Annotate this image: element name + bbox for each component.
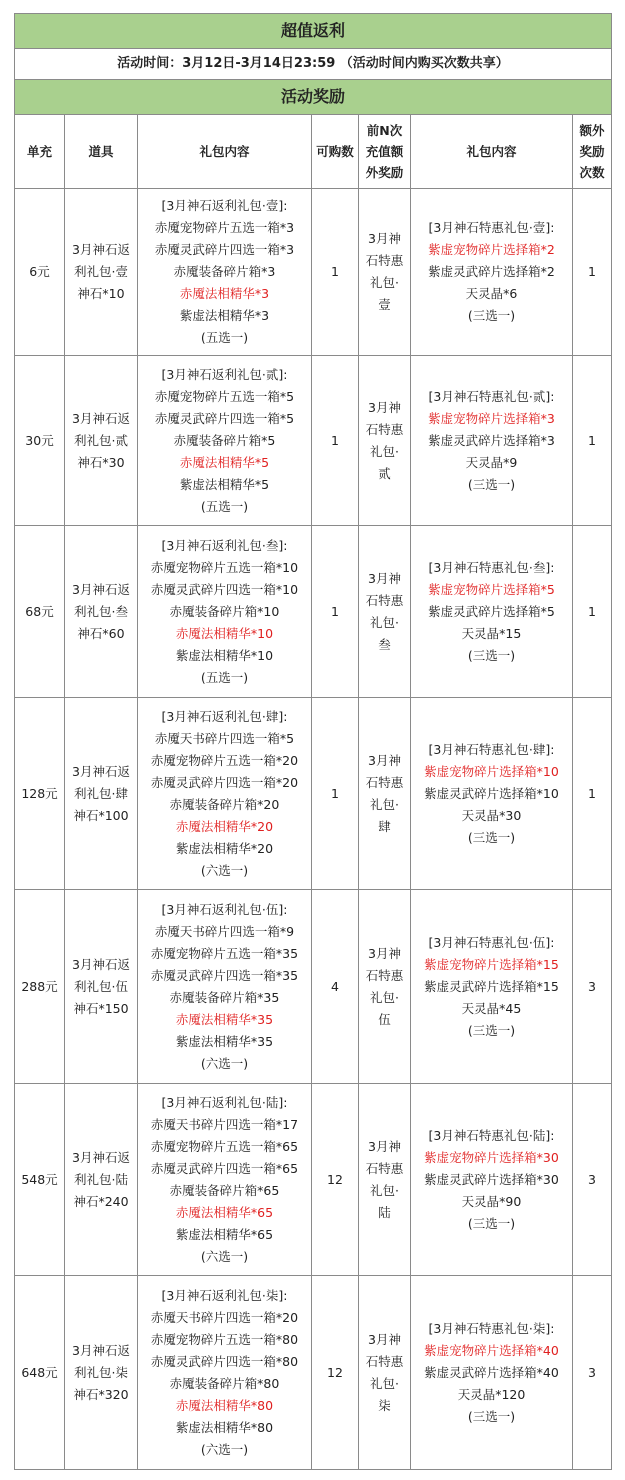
column-header-extra-count-text: 额外奖励次数 [579, 123, 605, 180]
item-cell-text: 3月神石返利礼包·柒神石*320 [72, 1342, 130, 1402]
purchase-limit-cell [312, 890, 359, 1084]
gift-contents-cell-line: 紫虚法相精华*10 [175, 647, 274, 663]
extra-count-cell [573, 526, 612, 698]
gift-contents-cell-line: 紫虚法相精华*35 [175, 1033, 274, 1049]
price-cell-text: 548元 [21, 1171, 58, 1187]
gift-contents-cell-line: [3月神石返利礼包·贰]: [161, 366, 288, 382]
extra-count-cell [573, 356, 612, 526]
price-cell [15, 526, 65, 698]
extra-gift-contents-cell-line: 天灵晶*120 [457, 1386, 526, 1402]
extra-gift-contents-cell-line: (三选一) [467, 829, 516, 845]
extra-gift-contents-cell-line: 紫虚宠物碎片选择箱*2 [428, 242, 555, 257]
item-cell-text: 3月神石返利礼包·叁神石*60 [72, 581, 130, 641]
gift-contents-cell-line: 赤魇法相精华*35 [175, 1011, 274, 1027]
extra-count-cell [573, 1276, 612, 1470]
purchase-limit-cell-text: 1 [331, 432, 339, 448]
gift-contents-cell-line: 赤魇装备碎片箱*10 [169, 603, 280, 619]
extra-gift-contents-cell-line: 紫虚宠物碎片选择箱*10 [424, 763, 559, 779]
price-cell-text: 648元 [21, 1364, 58, 1380]
purchase-limit-cell [312, 1084, 359, 1276]
purchase-limit-cell-text: 12 [327, 1171, 343, 1187]
extra-count-cell [573, 189, 612, 356]
gift-contents-cell-line: 赤魇法相精华*3 [179, 286, 270, 301]
gift-contents-cell-line: 赤魇天书碎片四选一箱*17 [150, 1116, 299, 1132]
gift-contents-cell-line: 赤魇宠物碎片五选一箱*3 [154, 220, 295, 235]
price-cell [15, 890, 65, 1084]
extra-reward-name-cell [359, 1084, 411, 1276]
extra-count-cell-text: 1 [588, 785, 596, 801]
column-header-row [15, 115, 612, 189]
item-cell [65, 526, 138, 698]
extra-reward-name-cell [359, 526, 411, 698]
gift-contents-cell-line: 赤魇灵武碎片四选一箱*10 [150, 581, 299, 597]
price-cell [15, 1084, 65, 1276]
column-header-purchase-limit [312, 115, 359, 189]
gift-contents-cell-line: [3月神石返利礼包·叁]: [161, 537, 288, 553]
extra-gift-contents-cell-line: [3月神石特惠礼包·贰]: [428, 388, 555, 404]
gift-contents-cell-line: [3月神石返利礼包·壹]: [161, 198, 288, 213]
gift-contents-cell-line: 赤魇装备碎片箱*3 [173, 264, 276, 279]
extra-gift-contents-cell [411, 356, 573, 526]
extra-reward-name-cell-text: 3月神石特惠礼包·肆 [365, 752, 404, 834]
price-cell [15, 698, 65, 890]
column-header-extra-count [573, 115, 612, 189]
extra-gift-contents-cell-line: 天灵晶*30 [461, 807, 522, 823]
table-row [15, 1276, 612, 1470]
extra-count-cell-text: 1 [588, 264, 596, 279]
gift-contents-cell-line: [3月神石返利礼包·柒]: [161, 1287, 288, 1303]
item-cell [65, 890, 138, 1084]
extra-reward-name-cell-text: 3月神石特惠礼包·柒 [365, 1331, 404, 1413]
gift-contents-cell-line: (六选一) [200, 862, 249, 878]
price-cell [15, 1276, 65, 1470]
item-cell-text: 3月神石返利礼包·伍神石*150 [72, 956, 130, 1016]
gift-contents-cell-line: [3月神石返利礼包·伍]: [161, 901, 288, 917]
extra-gift-contents-cell-line: [3月神石特惠礼包·叁]: [428, 559, 555, 575]
extra-gift-contents-cell-line: 紫虚宠物碎片选择箱*3 [428, 410, 555, 426]
activity-time: 活动时间：3月12日-3月14日23:59 （活动时间内购买次数共享） [15, 49, 612, 80]
gift-contents-cell-line: 赤魇天书碎片四选一箱*20 [150, 1309, 299, 1325]
extra-count-cell-text: 3 [588, 1171, 596, 1187]
column-header-extra-gift-contents: 礼包内容 [411, 115, 573, 189]
extra-reward-name-cell [359, 890, 411, 1084]
extra-reward-name-cell [359, 189, 411, 356]
gift-contents-cell-line: 赤魇天书碎片四选一箱*5 [154, 730, 295, 746]
extra-reward-name-cell-text: 3月神石特惠礼包·壹 [365, 231, 404, 312]
extra-gift-contents-cell-line: (三选一) [467, 1022, 516, 1038]
gift-contents-cell-line: 赤魇天书碎片四选一箱*9 [154, 923, 295, 939]
gift-contents-cell-line: 赤魇宠物碎片五选一箱*65 [150, 1138, 299, 1154]
price-cell-text: 128元 [21, 785, 58, 801]
extra-gift-contents-cell-line: 紫虚灵武碎片选择箱*5 [428, 603, 555, 619]
gift-contents-cell-line: (五选一) [200, 330, 249, 345]
purchase-limit-cell-text: 1 [331, 603, 339, 619]
extra-gift-contents-cell-line: 天灵晶*45 [461, 1000, 522, 1016]
gift-contents-cell-line: [3月神石返利礼包·陆]: [161, 1094, 288, 1110]
table-title: 超值返利 [15, 14, 612, 49]
gift-contents-cell-line: (六选一) [200, 1441, 249, 1457]
gift-contents-cell-line: 紫虚法相精华*65 [175, 1226, 274, 1242]
item-cell [65, 356, 138, 526]
purchase-limit-cell [312, 189, 359, 356]
extra-reward-name-cell-text: 3月神石特惠礼包·叁 [365, 570, 404, 652]
extra-gift-contents-cell-line: [3月神石特惠礼包·壹]: [428, 220, 555, 235]
extra-gift-contents-cell-line: (三选一) [467, 1215, 516, 1231]
gift-contents-cell-line: 紫虚法相精华*80 [175, 1419, 274, 1435]
item-cell [65, 189, 138, 356]
purchase-limit-cell-text: 1 [331, 785, 339, 801]
extra-gift-contents-cell-line: 紫虚宠物碎片选择箱*40 [424, 1342, 559, 1358]
gift-contents-cell [138, 698, 312, 890]
extra-gift-contents-cell-line: (三选一) [467, 476, 516, 492]
extra-gift-contents-cell-line: 紫虚宠物碎片选择箱*15 [424, 956, 559, 972]
purchase-limit-cell [312, 1276, 359, 1470]
gift-contents-cell-line: 赤魇灵武碎片四选一箱*80 [150, 1353, 299, 1369]
extra-gift-contents-cell [411, 698, 573, 890]
extra-gift-contents-cell-line: 紫虚灵武碎片选择箱*15 [424, 978, 559, 994]
extra-gift-contents-cell-line: [3月神石特惠礼包·陆]: [428, 1127, 555, 1143]
gift-contents-cell-line: 赤魇装备碎片箱*35 [169, 989, 280, 1005]
extra-gift-contents-cell-line: (三选一) [467, 647, 516, 663]
gift-contents-cell-line: 赤魇装备碎片箱*5 [173, 432, 276, 448]
extra-count-cell [573, 698, 612, 890]
item-cell [65, 698, 138, 890]
gift-contents-cell-line: 赤魇法相精华*5 [179, 454, 270, 470]
gift-contents-cell-line: 赤魇宠物碎片五选一箱*80 [150, 1331, 299, 1347]
gift-contents-cell [138, 526, 312, 698]
purchase-limit-cell [312, 526, 359, 698]
price-cell-text: 6元 [29, 264, 50, 279]
purchase-limit-cell [312, 356, 359, 526]
extra-count-cell [573, 890, 612, 1084]
extra-gift-contents-cell-line: (三选一) [467, 1408, 516, 1424]
extra-count-cell-text: 3 [588, 978, 596, 994]
gift-contents-cell [138, 1276, 312, 1470]
column-header-extra-reward [359, 115, 411, 189]
extra-gift-contents-cell [411, 890, 573, 1084]
gift-contents-cell [138, 189, 312, 356]
item-cell-text: 3月神石返利礼包·肆神石*100 [72, 763, 130, 823]
extra-gift-contents-cell [411, 189, 573, 356]
extra-count-cell-text: 1 [588, 603, 596, 619]
item-cell-text: 3月神石返利礼包·贰神石*30 [72, 410, 130, 470]
gift-contents-cell [138, 356, 312, 526]
column-header-price: 单充 [15, 115, 65, 189]
gift-contents-cell [138, 890, 312, 1084]
gift-contents-cell [138, 1084, 312, 1276]
extra-reward-name-cell-text: 3月神石特惠礼包·陆 [365, 1138, 404, 1220]
purchase-limit-cell [312, 698, 359, 890]
extra-reward-name-cell-text: 3月神石特惠礼包·贰 [365, 399, 404, 481]
reward-table-container [14, 13, 611, 1470]
table-row [15, 890, 612, 1084]
section-title: 活动奖励 [15, 80, 612, 115]
purchase-limit-cell-text: 12 [327, 1364, 343, 1380]
price-cell [15, 356, 65, 526]
extra-gift-contents-cell-line: (三选一) [467, 308, 516, 323]
table-row [15, 356, 612, 526]
extra-reward-name-cell-text: 3月神石特惠礼包·伍 [365, 945, 404, 1027]
table-row [15, 526, 612, 698]
extra-gift-contents-cell-line: 紫虚灵武碎片选择箱*3 [428, 432, 555, 448]
extra-gift-contents-cell-line: 紫虚灵武碎片选择箱*30 [424, 1171, 559, 1187]
extra-count-cell-text: 1 [588, 432, 596, 448]
gift-contents-cell-line: 紫虚法相精华*3 [179, 308, 270, 323]
purchase-limit-cell-text: 4 [331, 978, 339, 994]
extra-gift-contents-cell-line: 紫虚灵武碎片选择箱*40 [424, 1364, 559, 1380]
gift-contents-cell-line: [3月神石返利礼包·肆]: [161, 708, 288, 724]
extra-gift-contents-cell [411, 1276, 573, 1470]
gift-contents-cell-line: 紫虚法相精华*20 [175, 840, 274, 856]
table-row [15, 1084, 612, 1276]
extra-gift-contents-cell-line: 天灵晶*15 [461, 625, 522, 641]
gift-contents-cell-line: 赤魇灵武碎片四选一箱*65 [150, 1160, 299, 1176]
extra-count-cell [573, 1084, 612, 1276]
column-header-extra-reward-text: 前N次充值额外奖励 [365, 123, 404, 180]
extra-reward-name-cell [359, 698, 411, 890]
gift-contents-cell-line: 赤魇宠物碎片五选一箱*10 [150, 559, 299, 575]
price-cell-text: 30元 [25, 432, 54, 448]
gift-contents-cell-line: 赤魇装备碎片箱*80 [169, 1375, 280, 1391]
extra-gift-contents-cell-line: [3月神石特惠礼包·柒]: [428, 1320, 555, 1336]
column-header-gift-contents: 礼包内容 [138, 115, 312, 189]
table-row [15, 189, 612, 356]
gift-contents-cell-line: 赤魇灵武碎片四选一箱*5 [154, 410, 295, 426]
extra-gift-contents-cell-line: [3月神石特惠礼包·伍]: [428, 934, 555, 950]
table-row [15, 698, 612, 890]
gift-contents-cell-line: 赤魇灵武碎片四选一箱*35 [150, 967, 299, 983]
purchase-limit-cell-text: 1 [331, 264, 339, 279]
column-header-purchase-limit-text: 可购数 [316, 144, 354, 159]
gift-contents-cell-line: 赤魇法相精华*10 [175, 625, 274, 641]
extra-gift-contents-cell-line: 紫虚灵武碎片选择箱*10 [424, 785, 559, 801]
extra-reward-name-cell [359, 356, 411, 526]
extra-gift-contents-cell [411, 526, 573, 698]
extra-gift-contents-cell-line: 紫虚宠物碎片选择箱*30 [424, 1149, 559, 1165]
item-cell-text: 3月神石返利礼包·壹神石*10 [72, 242, 130, 301]
gift-contents-cell-line: 赤魇法相精华*65 [175, 1204, 274, 1220]
price-cell-text: 68元 [25, 603, 54, 619]
extra-gift-contents-cell-line: [3月神石特惠礼包·肆]: [428, 741, 555, 757]
extra-gift-contents-cell [411, 1084, 573, 1276]
price-cell [15, 189, 65, 356]
gift-contents-cell-line: 赤魇灵武碎片四选一箱*3 [154, 242, 295, 257]
extra-gift-contents-cell-line: 天灵晶*90 [461, 1193, 522, 1209]
gift-contents-cell-line: 赤魇法相精华*80 [175, 1397, 274, 1413]
extra-gift-contents-cell-line: 天灵晶*6 [465, 286, 518, 301]
gift-contents-cell-line: 赤魇装备碎片箱*65 [169, 1182, 280, 1198]
gift-contents-cell-line: 赤魇宠物碎片五选一箱*35 [150, 945, 299, 961]
gift-contents-cell-line: (五选一) [200, 498, 249, 514]
gift-contents-cell-line: 赤魇宠物碎片五选一箱*5 [154, 388, 295, 404]
gift-contents-cell-line: 赤魇装备碎片箱*20 [169, 796, 280, 812]
item-cell-text: 3月神石返利礼包·陆神石*240 [72, 1149, 130, 1209]
extra-gift-contents-cell-line: 紫虚灵武碎片选择箱*2 [428, 264, 555, 279]
extra-gift-contents-cell-line: 天灵晶*9 [465, 454, 518, 470]
gift-contents-cell-line: 赤魇宠物碎片五选一箱*20 [150, 752, 299, 768]
gift-contents-cell-line: (五选一) [200, 669, 249, 685]
gift-contents-cell-line: (六选一) [200, 1248, 249, 1264]
column-header-item: 道具 [65, 115, 138, 189]
extra-reward-name-cell [359, 1276, 411, 1470]
gift-contents-cell-line: 赤魇灵武碎片四选一箱*20 [150, 774, 299, 790]
reward-table [14, 13, 612, 1470]
gift-contents-cell-line: 赤魇法相精华*20 [175, 818, 274, 834]
gift-contents-cell-line: 紫虚法相精华*5 [179, 476, 270, 492]
extra-gift-contents-cell-line: 紫虚宠物碎片选择箱*5 [428, 581, 555, 597]
extra-count-cell-text: 3 [588, 1364, 596, 1380]
gift-contents-cell-line: (六选一) [200, 1055, 249, 1071]
price-cell-text: 288元 [21, 978, 58, 994]
item-cell [65, 1276, 138, 1470]
item-cell [65, 1084, 138, 1276]
